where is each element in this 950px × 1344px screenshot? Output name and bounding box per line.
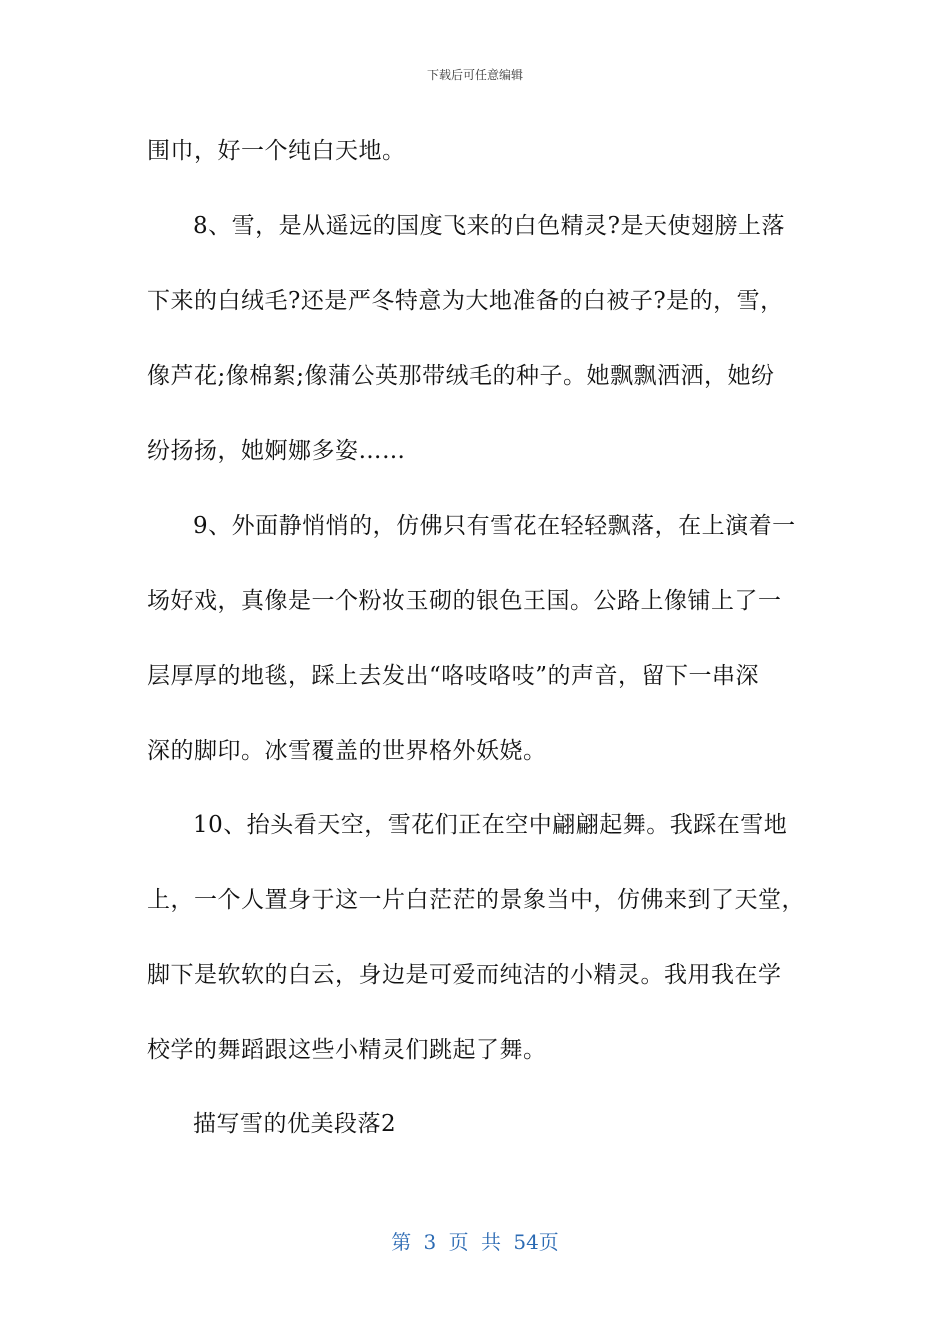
paragraph-line: 围巾，好一个纯白天地。 <box>147 138 406 164</box>
paragraph-line: 像芦花;像棉絮;像蒲公英那带绒毛的种子。她飘飘洒洒，她纷 <box>147 363 775 389</box>
page-header: 下载后可任意编辑 <box>426 68 523 82</box>
paragraph-line: 场好戏，真像是一个粉妆玉砌的银色王国。公路上像铺上了一 <box>147 588 782 614</box>
section-heading: 描写雪的优美段落2 <box>193 1111 397 1137</box>
paragraph-line: 上，一个人置身于这一片白茫茫的景象当中，仿佛来到了天堂， <box>147 887 805 913</box>
paragraph-line: 下来的白绒毛?还是严冬特意为大地准备的白被子?是的，雪， <box>147 288 784 314</box>
paragraph-line: 纷扬扬，她婀娜多姿…… <box>147 438 406 464</box>
paragraph-line: 层厚厚的地毯，踩上去发出“咯吱咯吱”的声音，留下一串深 <box>147 663 760 689</box>
paragraph-line: 深的脚印。冰雪覆盖的世界格外妖娆。 <box>147 738 547 764</box>
paragraph-line: 10、抬头看天空，雪花们正在空中翩翩起舞。我踩在雪地 <box>193 812 788 838</box>
paragraph-line: 脚下是软软的白云，身边是可爱而纯洁的小精灵。我用我在学 <box>147 962 782 988</box>
paragraph-line: 校学的舞蹈跟这些小精灵们跳起了舞。 <box>147 1037 547 1063</box>
page-footer: 第 3 页 共 54页 <box>391 1230 559 1254</box>
paragraph-line: 9、外面静悄悄的，仿佛只有雪花在轻轻飘落，在上演着一 <box>193 513 796 539</box>
paragraph-line: 8、雪，是从遥远的国度飞来的白色精灵?是天使翅膀上落 <box>193 213 785 239</box>
